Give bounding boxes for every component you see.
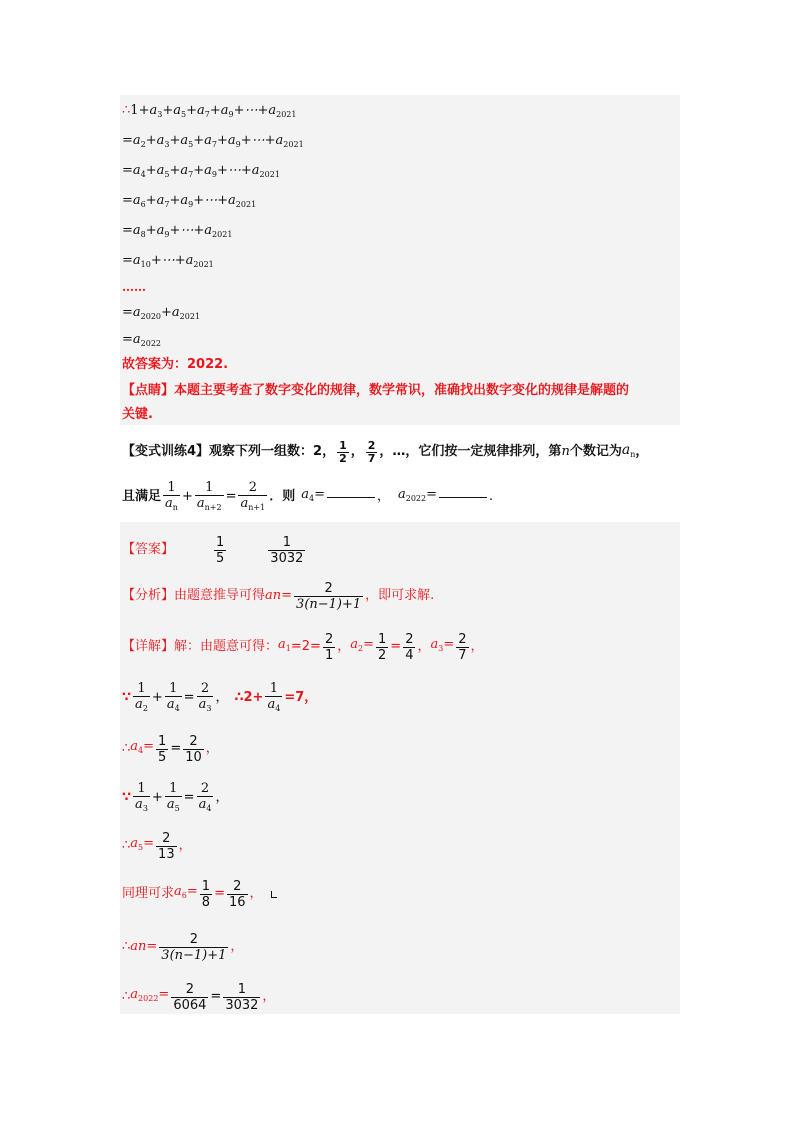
analysis-formula: $\frac{2}{3(n-1)+1}$ (296, 580, 362, 612)
question-tag: 【变式训练4】 (122, 444, 210, 459)
answer-a2022-value: $\frac{1}{3032}$ (270, 534, 304, 566)
derivation-line-6: $=a_{10}+\cdots+a_{2021}$ (122, 253, 214, 269)
fraction-one-half: $\frac{1}{2}$ (339, 438, 347, 465)
detail-row-7: ∴ an= $\frac{2}{3(n-1)+1}$ ， (122, 931, 244, 963)
derivation-line-8: $=a_{2022}$ (122, 332, 162, 348)
analysis-tag: 【分析】 (122, 588, 175, 603)
comment-line-2: 关键. (122, 407, 153, 422)
derivation-line-1: $\therefore 1+a_3+a_5+a_7+a_9+\cdots+a_{2021}$ (122, 103, 297, 119)
answer-blank-a2022[interactable] (439, 497, 487, 498)
detail-row-6: 同理可求 $a_6=$ $\frac{1}{8}$ = $\frac{2}{16}$ ， (122, 874, 277, 914)
fraction-2-over-an-plus-1: $\frac{2}{a_{n+1}}$ (238, 480, 267, 515)
answer-row (122, 530, 307, 570)
comment-tag: 【点睛】 (122, 383, 175, 398)
question-line-2: 且满足 $\frac{1}{a_n}$ + $\frac{1}{a_{n+2}}$ = $\frac{2}{a_{n+1}}$ ．则 $a_4=$ ， $a_{2022}=$ . (122, 478, 493, 516)
a-n-symbol: $a_n$ (621, 441, 636, 459)
fraction-1-over-an: $\frac{1}{a_n}$ (163, 480, 180, 515)
detail-tag: 【详解】 (122, 639, 175, 654)
detail-row-2: ∵ $\frac{1}{a_2}$ + $\frac{1}{a_4}$ = $\frac{2}{a_3}$ ， ∴ 2+ $\frac{1}{a_4}$ =7， (122, 678, 317, 718)
answer-blank-a4[interactable] (327, 497, 375, 498)
detail-row-5: ∴ $a_5=$ $\frac{2}{13}$ ， (122, 830, 192, 862)
derivation-line-5: $=a_8+a_9+\cdots+a_{2021}$ (122, 223, 233, 239)
derivation-line-7: $=a_{2020}+a_{2021}$ (122, 305, 201, 321)
detail-row-8: ∴ $a_{2022}=$ $\frac{2}{6064}$ = $\frac{1}{3032}$ ， (122, 981, 276, 1013)
detail-row-1: 【详解】 解：由题意可得： $a_1$ =2= $\frac{2}{1}$ ， $a_2=$ $\frac{1}{2}$ = $\frac{2}{4}$ ， $a_3=$ $\frac{2}{7}$ ， (122, 631, 484, 663)
derivation-line-4: $=a_6+a_7+a_9+\cdots+a_{2021}$ (122, 193, 257, 209)
paragraph-mark-icon (271, 891, 277, 898)
detail-row-3: ∴ $a_4=$ $\frac{1}{5}$ = $\frac{2}{10}$ ， (122, 733, 219, 765)
derivation-line-3: $=a_4+a_5+a_7+a_9+\cdots+a_{2021}$ (122, 163, 280, 179)
derivation-line-2: $=a_2+a_3+a_5+a_7+a_9+\cdots+a_{2021}$ (122, 133, 304, 149)
question-line-1: 【变式训练4】 观察下列一组数：2， $\frac{1}{2}$ ， $\frac{2}{7}$ ，…，它们按一定规律排列，第 n 个数记为 $a_n$ ， (122, 438, 649, 465)
fraction-two-sevenths: $\frac{2}{7}$ (367, 438, 376, 465)
answer-tag: 【答案】 (122, 542, 175, 557)
answer-a4-value: $\frac{1}{5}$ (216, 534, 225, 566)
detail-row-4: ∵ $\frac{1}{a_3}$ + $\frac{1}{a_5}$ = $\frac{2}{a_4}$ ， (122, 778, 228, 818)
answer-line: 故答案为：2022. (122, 357, 229, 372)
comment-line-1: 【点睛】本题主要考查了数字变化的规律，数学常识，准确找出数字变化的规律是解题的 (122, 383, 630, 398)
fraction-1-over-an-plus-2: $\frac{1}{a_{n+2}}$ (195, 480, 224, 515)
ellipsis-row: …… (122, 280, 146, 294)
analysis-row: 【分析】 由题意推导可得 an= $\frac{2}{3(n-1)+1}$ ，即可求解. (122, 580, 435, 612)
